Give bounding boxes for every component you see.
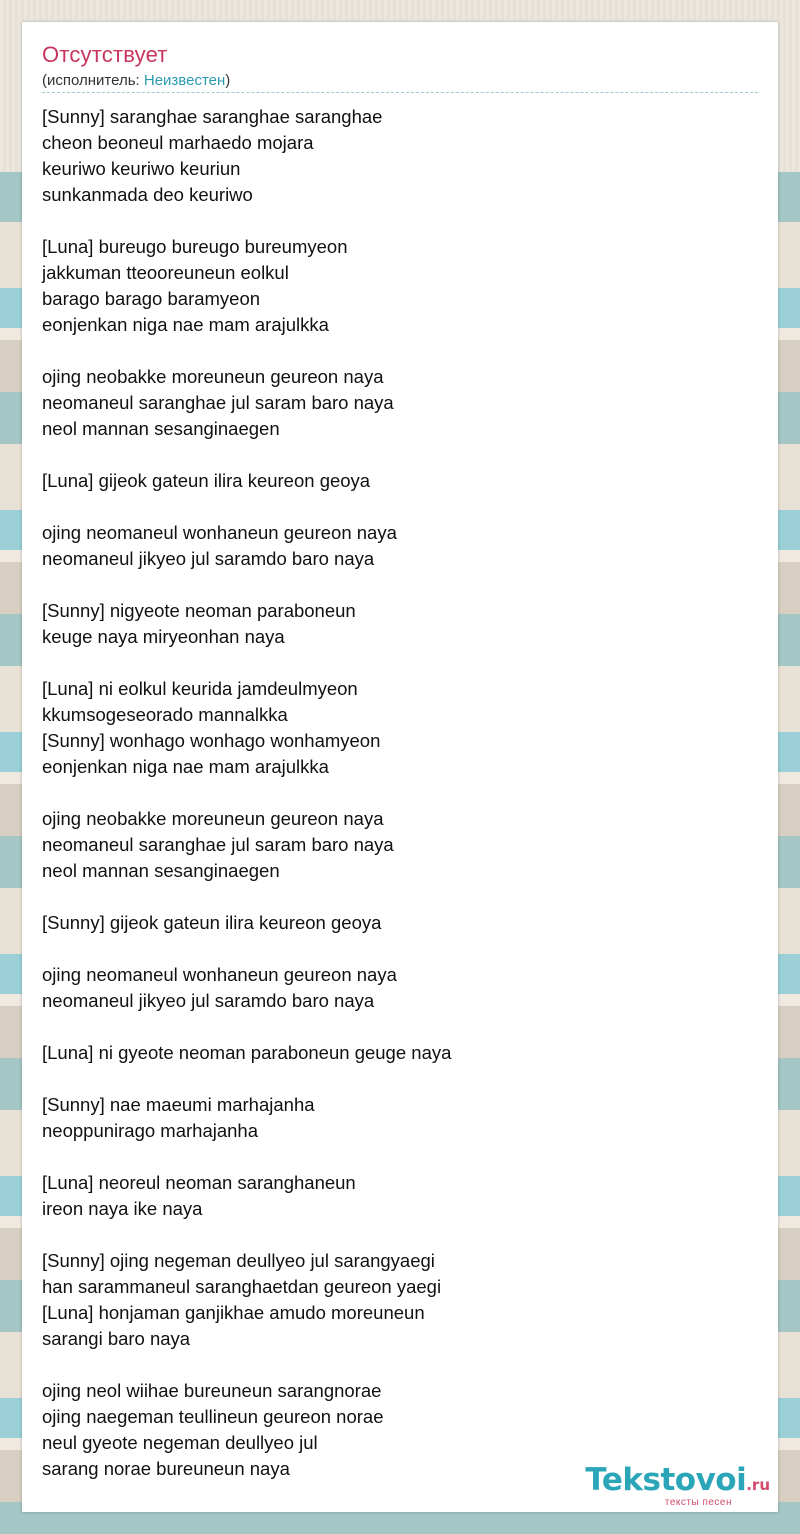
logo-tld: .ru — [746, 1476, 770, 1494]
title-divider — [42, 92, 758, 93]
lyric-line: [Luna] neoreul neoman saranghaneun — [42, 1172, 356, 1193]
lyric-line: [Luna] gijeok gateun ilira keureon geoya — [42, 470, 371, 491]
lyric-line — [42, 1352, 451, 1378]
lyric-line: neomaneul jikyeo jul saramdo baro naya — [42, 548, 375, 569]
lyric-line: neomaneul jikyeo jul saramdo baro naya — [42, 990, 375, 1011]
lyrics-text — [42, 104, 451, 1482]
lyric-line: [Sunny] ojing negeman deullyeo jul sarangyaegi — [42, 1250, 435, 1271]
lyric-line: ojing neomaneul wonhaneun geureon naya — [42, 964, 397, 985]
lyric-line: sunkanmada deo keuriwo — [42, 184, 253, 205]
lyric-line: ojing neobakke moreuneun geureon naya — [42, 808, 384, 829]
lyric-line: [Sunny] nae maeumi marhajanha — [42, 1094, 315, 1115]
lyric-line: [Luna] honjaman ganjikhae amudo moreuneun — [42, 1302, 425, 1323]
lyric-line: neomaneul saranghae jul saram baro naya — [42, 834, 394, 855]
lyric-line: [Luna] ni eolkul keurida jamdeulmyeon — [42, 678, 358, 699]
lyric-line: [Sunny] saranghae saranghae saranghae — [42, 106, 383, 127]
lyric-line: eonjenkan niga nae mam arajulkka — [42, 314, 329, 335]
lyric-line: ireon naya ike naya — [42, 1198, 203, 1219]
lyric-line: [Sunny] gijeok gateun ilira keureon geoya — [42, 912, 382, 933]
lyric-line: [Luna] ni gyeote neoman paraboneun geuge naya — [42, 1042, 452, 1063]
logo-name: Tekstovoi — [585, 1462, 747, 1498]
lyric-line: ojing neomaneul wonhaneun geureon naya — [42, 522, 397, 543]
lyric-line — [42, 650, 451, 676]
lyric-line: ojing neol wiihae bureuneun sarangnorae — [42, 1380, 382, 1401]
lyric-line — [42, 442, 451, 468]
lyric-line: [Sunny] wonhago wonhago wonhamyeon — [42, 730, 381, 751]
lyric-line — [42, 780, 451, 806]
lyric-line: han sarammaneul saranghaetdan geureon yaegi — [42, 1276, 442, 1297]
lyric-line — [42, 1066, 451, 1092]
lyric-line: sarang norae bureuneun naya — [42, 1458, 290, 1479]
lyric-line: cheon beoneul marhaedo mojara — [42, 132, 314, 153]
lyric-line — [42, 1144, 451, 1170]
lyric-line — [42, 884, 451, 910]
lyric-line: [Luna] bureugo bureugo bureumyeon — [42, 236, 348, 257]
lyric-line: ojing naegeman teullineun geureon norae — [42, 1406, 384, 1427]
lyric-line: jakkuman tteooreuneun eolkul — [42, 262, 289, 283]
site-logo[interactable] — [585, 1464, 770, 1508]
lyric-line: barago barago baramyeon — [42, 288, 261, 309]
lyric-line: sarangi baro naya — [42, 1328, 191, 1349]
song-title: Отсутствует — [42, 42, 168, 67]
lyric-line: eonjenkan niga nae mam arajulkka — [42, 756, 329, 777]
artist-prefix: (исполнитель: — [42, 72, 144, 89]
artist-link[interactable]: Неизвестен — [143, 72, 226, 89]
lyric-line — [42, 208, 451, 234]
logo-wordmark — [585, 1464, 770, 1501]
lyrics-panel — [22, 22, 778, 1512]
lyric-line: keuge naya miryeonhan naya — [42, 626, 285, 647]
logo-tagline: тексты песен — [664, 1497, 732, 1508]
lyric-line — [42, 936, 451, 962]
lyric-line: neoppunirago marhajanha — [42, 1120, 259, 1141]
lyric-line — [42, 1014, 451, 1040]
lyric-line: [Sunny] nigyeote neoman paraboneun — [42, 600, 356, 621]
lyric-line: ojing neobakke moreuneun geureon naya — [42, 366, 384, 387]
lyric-line: neomaneul saranghae jul saram baro naya — [42, 392, 394, 413]
lyric-line: neol mannan sesanginaegen — [42, 860, 280, 881]
lyric-line — [42, 1222, 451, 1248]
lyric-line: neol mannan sesanginaegen — [42, 418, 280, 439]
lyric-line — [42, 572, 451, 598]
artist-line — [42, 72, 230, 89]
lyric-line — [42, 494, 451, 520]
lyric-line: kkumsogeseorado mannalkka — [42, 704, 288, 725]
lyric-line — [42, 338, 451, 364]
lyric-line: keuriwo keuriwo keuriun — [42, 158, 241, 179]
artist-suffix: ) — [225, 72, 231, 89]
lyric-line: neul gyeote negeman deullyeo jul — [42, 1432, 318, 1453]
